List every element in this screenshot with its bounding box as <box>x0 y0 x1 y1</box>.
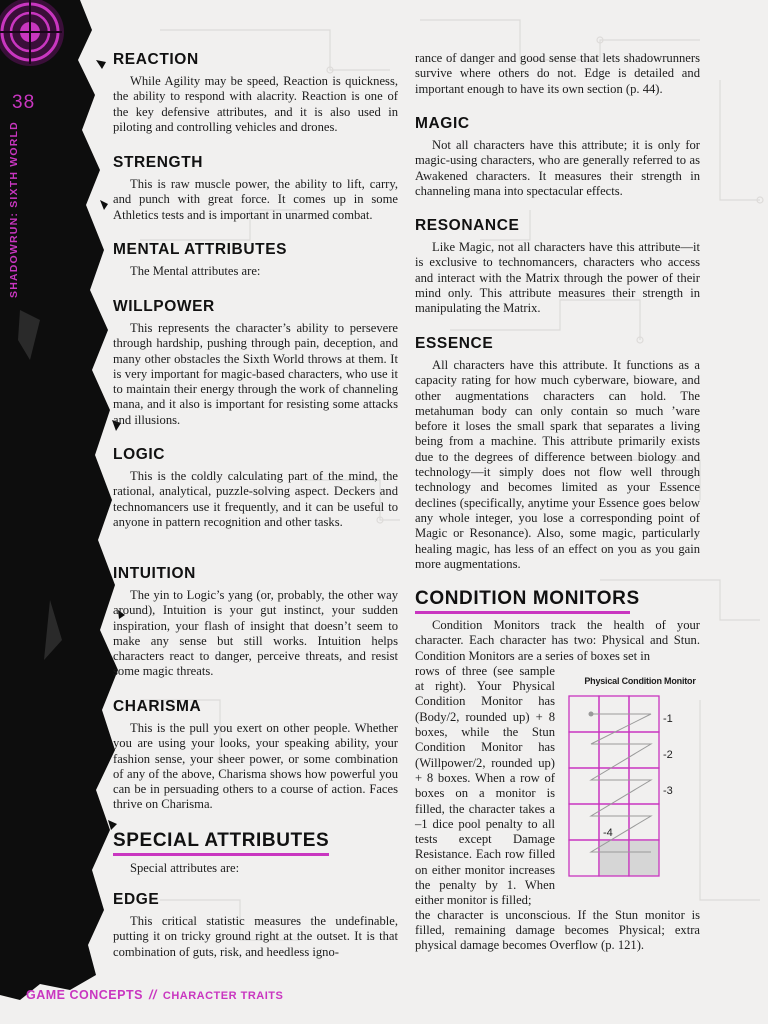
penalty-label: -4 <box>603 827 613 839</box>
section-logic <box>113 446 398 530</box>
monitor-box <box>569 804 599 840</box>
monitor-box <box>629 840 659 876</box>
penalty-label: -1 <box>663 713 673 725</box>
penalty-label: -3 <box>663 785 673 797</box>
monitor-box <box>569 768 599 804</box>
section-heading: WILLPOWER <box>113 298 215 315</box>
section-body: rance of danger and good sense that lets shadowrunners survive where others do not. Edge is detailed and important enough to have its own section (p. 44). <box>415 51 700 96</box>
edge-continued <box>415 51 700 97</box>
monitor-box <box>569 732 599 768</box>
footer-separator: // <box>148 988 157 1002</box>
footer-section: CHARACTER TRAITS <box>162 990 284 1002</box>
section-special-attributes <box>113 830 398 876</box>
arrow-start-dot <box>589 712 594 717</box>
section-body: Not all characters have this attribute; it is only for magic-using characters, who are generally referred to as Awakened characters. It measures their strength in channeling mana into spectacular effects. <box>415 138 700 198</box>
monitor-box <box>569 840 599 876</box>
book-title-vertical: SHADOWRUN: SIXTH WORLD <box>8 121 20 298</box>
heading-underline <box>113 853 329 856</box>
section-body-wrapped: rows of three (see sample at right). Your Physical Condition Monitor has (Body/2, rounded up) + 8 boxes, while the Stun Condition Monitor has (Willpower/2, rounded up) + 8 boxes. When a row of boxes on a monitor is filled, the character takes a –1 dice pool penalty to all tests except Damage Resistance. Each row filled on either monitor increases the penalty by 1. When either monitor is filled; <box>415 663 555 908</box>
section-heading: INTUITION <box>113 565 196 582</box>
section-magic <box>415 115 700 199</box>
figure-title: Physical Condition Monitor <box>584 676 696 686</box>
section-resonance <box>415 217 700 316</box>
footer-chapter: GAME CONCEPTS <box>26 988 143 1002</box>
section-heading: ESSENCE <box>415 335 494 352</box>
monitor-box <box>599 768 629 804</box>
section-body: All characters have this attribute. It functions as a capacity rating for how much cyberware, bioware, and other augmentations characters can hold. The metahuman body can only contain so much ’ware before it loses the small spark that separates a living being from a machine. This attribute primarily exists due to the degrees of difference between biology and technology—it simply does not flow well through technology and becomes limited as your Essence declines (specifically, anytime your Essence goes below any whole integer, you lose a corresponding point of Magic or Resonance). Also, some magic, particularly healing magic, has less of an effect on you as you gain more augmentations. <box>415 358 700 571</box>
page-number: 38 <box>12 92 36 113</box>
shadowrun-emblem-icon <box>0 0 90 90</box>
condition-monitor-grid <box>565 694 705 882</box>
section-body: This represents the character’s ability to persevere through hardship, pushing through pain, deception, and many other obstacles the Sixth World throws at them. It is very important for magic-based characters, who use it to maintain their energy through the work of channeling mana, and it also is important for resisting some attacks and illusions. <box>113 321 398 427</box>
section-body: While Agility may be speed, Reaction is quickness, the ability to respond with alacrity. Reaction is one of the key defensive attributes, and it is also used in piloting and controlling vehicles and drones. <box>113 74 398 134</box>
section-body: This is the pull you exert on other people. Whether you are using your looks, your speaking ability, your fashion sense, your sheer power, or some combination of any of the above, Charisma shows how powerful you can be in persuading others to a course of action. Faces thrive on Charisma. <box>113 721 398 812</box>
major-heading: SPECIAL ATTRIBUTES <box>113 830 330 851</box>
monitor-box <box>599 840 629 876</box>
section-body: This is raw muscle power, the ability to lift, carry, and punch with great force. It comes up in some Athletics tests and is important in unarmed combat. <box>113 177 398 222</box>
section-heading: LOGIC <box>113 446 166 463</box>
section-body: This is the coldly calculating part of the mind, the rational, analytical, puzzle-solving aspect. Deckers and technomancers use it frequently, and it can be useful to anyone in pattern recognition and other tasks. <box>113 469 398 529</box>
physical-condition-monitor-figure <box>565 676 715 887</box>
section-body-tail: the character is unconscious. If the Stun monitor is filled, remaining damage becomes Physical; extra physical damage becomes Overflow (p. 121). <box>415 907 700 953</box>
section-strength <box>113 154 398 223</box>
monitor-box <box>629 768 659 804</box>
section-willpower <box>113 298 398 428</box>
monitor-box <box>629 804 659 840</box>
section-body: Condition Monitors track the health of your character. Each character has two: Physical and Stun. Condition Monitors are a series of boxes set in <box>415 618 700 663</box>
heading-underline <box>415 611 630 614</box>
section-heading: REACTION <box>113 51 199 68</box>
section-heading: MENTAL ATTRIBUTES <box>113 241 288 258</box>
section-heading: RESONANCE <box>415 217 520 234</box>
page-footer <box>26 988 283 1002</box>
section-heading: EDGE <box>113 891 160 908</box>
section-essence <box>415 335 700 572</box>
section-heading: STRENGTH <box>113 154 204 171</box>
section-body: The yin to Logic’s yang (or, probably, the other way around), Intuition is your gut instinct, your sudden inspiration, your flash of insight that doesn’t seem to make any sense but still works. Intuition helps characters react to danger, perceive threats, and resist some magic threats. <box>113 588 398 679</box>
section-mental-attributes <box>113 241 398 279</box>
section-body: Special attributes are: <box>130 861 240 875</box>
section-reaction <box>113 51 398 135</box>
section-edge <box>113 891 398 960</box>
penalty-label: -2 <box>663 749 673 761</box>
major-heading: CONDITION MONITORS <box>415 588 640 609</box>
section-intuition <box>113 565 398 680</box>
section-body: This critical statistic measures the undefinable, putting it on tricky ground right at the outset. It is that combination of guts, risk, and heedless igno- <box>113 914 398 959</box>
section-charisma <box>113 698 398 813</box>
reading-order-arrow <box>591 714 651 852</box>
section-body: The Mental attributes are: <box>130 264 261 278</box>
section-body: Like Magic, not all characters have this attribute—it is exclusive to technomancers, characters who access and interact with the Matrix through the power of their mind only. This attribute measures their strength in manipulating the Matrix. <box>415 240 700 316</box>
section-heading: CHARISMA <box>113 698 202 715</box>
monitor-box <box>629 732 659 768</box>
section-heading: MAGIC <box>415 115 470 132</box>
